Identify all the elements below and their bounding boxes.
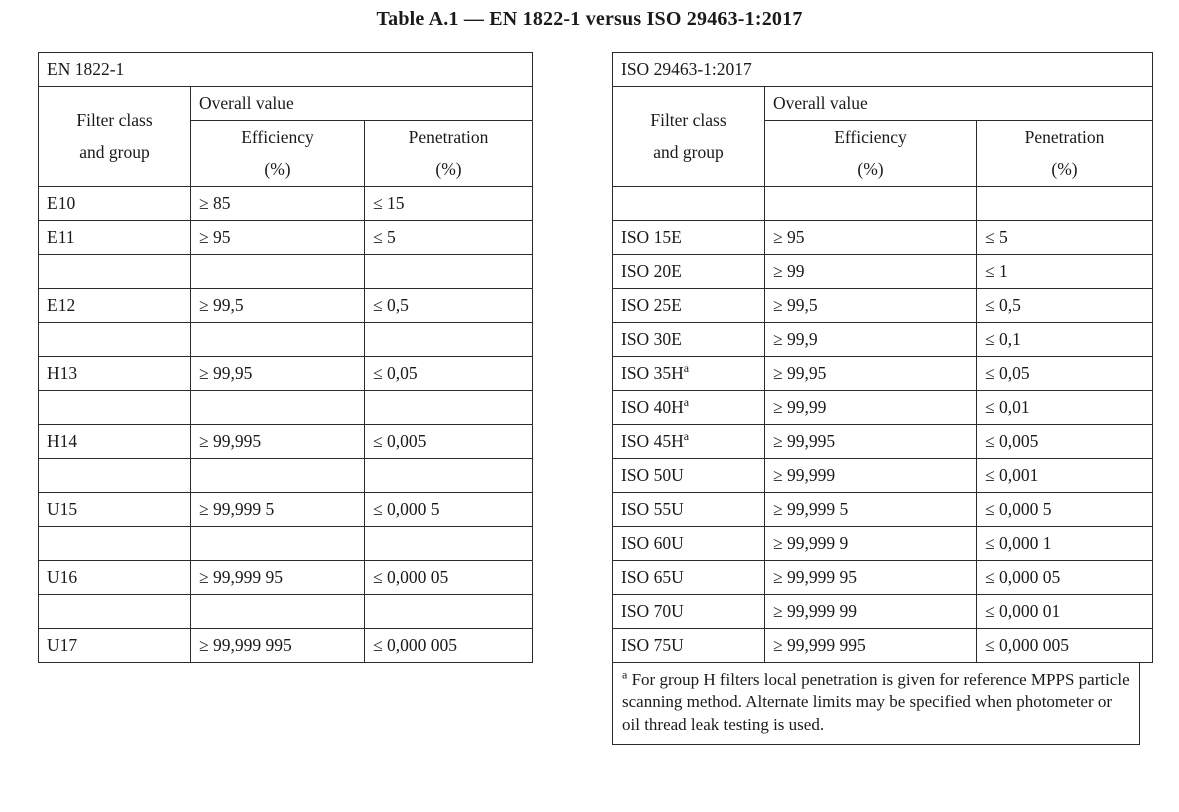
table-header-top <box>613 87 1153 121</box>
table-row <box>39 628 533 662</box>
table-row <box>613 424 1153 458</box>
filter-class-cell: E12 <box>39 288 191 322</box>
table-row <box>39 594 533 628</box>
efficiency-cell <box>191 526 365 560</box>
penetration-cell: ≤ 0,000 005 <box>365 628 533 662</box>
filter-class-cell: ISO 25E <box>613 288 765 322</box>
table-row <box>613 458 1153 492</box>
table-row <box>39 560 533 594</box>
penetration-cell: ≤ 0,05 <box>365 356 533 390</box>
table-row <box>613 288 1153 322</box>
efficiency-cell: ≥ 99,999 995 <box>191 628 365 662</box>
penetration-cell <box>365 458 533 492</box>
standard-label-cell: ISO 29463-1:2017 <box>613 53 1153 87</box>
filter-class-cell: ISO 40H$^a$ <box>613 390 765 424</box>
iso-table-header <box>613 53 1153 187</box>
penetration-cell: ≤ 0,05 <box>977 356 1153 390</box>
filter-class-cell: ISO 75U <box>613 628 765 662</box>
en-table-rows <box>39 186 533 662</box>
table-row <box>613 560 1153 594</box>
iso-table-rows <box>613 186 1153 662</box>
filter-class-cell: U15 <box>39 492 191 526</box>
tables-container <box>0 52 1179 745</box>
table-row <box>39 458 533 492</box>
efficiency-cell <box>191 322 365 356</box>
penetration-cell: ≤ 0,001 <box>977 458 1153 492</box>
filter-class-header: Filter class and group <box>613 87 765 187</box>
penetration-cell: ≤ 0,5 <box>977 288 1153 322</box>
left-table-holder <box>0 52 540 663</box>
efficiency-cell: ≥ 99,99 <box>765 390 977 424</box>
penetration-cell <box>365 390 533 424</box>
efficiency-cell: ≥ 99 <box>765 254 977 288</box>
filter-class-cell <box>39 594 191 628</box>
filter-class-cell: U17 <box>39 628 191 662</box>
efficiency-cell <box>765 186 977 220</box>
filter-class-cell: ISO 20E <box>613 254 765 288</box>
filter-class-cell <box>39 458 191 492</box>
penetration-cell: ≤ 0,000 5 <box>365 492 533 526</box>
efficiency-cell: ≥ 99,95 <box>765 356 977 390</box>
overall-value-header: Overall value <box>191 87 533 121</box>
efficiency-cell <box>191 254 365 288</box>
penetration-cell: ≤ 0,005 <box>365 424 533 458</box>
table-row <box>613 628 1153 662</box>
en-table-body <box>39 53 533 187</box>
efficiency-cell: ≥ 95 <box>765 220 977 254</box>
efficiency-cell: ≥ 99,5 <box>765 288 977 322</box>
filter-class-cell: ISO 50U <box>613 458 765 492</box>
penetration-cell: ≤ 0,01 <box>977 390 1153 424</box>
table-row <box>613 220 1153 254</box>
filter-class-cell: E10 <box>39 186 191 220</box>
table-row <box>39 322 533 356</box>
penetration-cell <box>365 594 533 628</box>
efficiency-cell: ≥ 99,999 95 <box>765 560 977 594</box>
filter-class-cell <box>39 254 191 288</box>
table-row <box>39 424 533 458</box>
table-header-top <box>39 87 533 121</box>
right-table-holder <box>540 52 1140 745</box>
filter-class-header: Filter class and group <box>39 87 191 187</box>
filter-class-cell: H13 <box>39 356 191 390</box>
penetration-cell: ≤ 0,000 05 <box>365 560 533 594</box>
efficiency-header: Efficiency (%) <box>765 121 977 187</box>
penetration-cell <box>365 254 533 288</box>
table-row <box>39 390 533 424</box>
table-row <box>613 526 1153 560</box>
penetration-cell: ≤ 5 <box>977 220 1153 254</box>
penetration-header: Penetration (%) <box>977 121 1153 187</box>
penetration-cell <box>365 322 533 356</box>
filter-class-cell: ISO 35H$^a$ <box>613 356 765 390</box>
filter-class-cell: ISO 65U <box>613 560 765 594</box>
efficiency-cell: ≥ 99,999 95 <box>191 560 365 594</box>
standard-label-cell: EN 1822-1 <box>39 53 533 87</box>
penetration-cell: ≤ 0,1 <box>977 322 1153 356</box>
page-title: Table A.1 — EN 1822-1 versus ISO 29463-1:2017 <box>376 8 803 30</box>
efficiency-cell <box>191 390 365 424</box>
filter-class-cell: ISO 70U <box>613 594 765 628</box>
filter-class-cell: ISO 30E <box>613 322 765 356</box>
efficiency-cell: ≥ 99,995 <box>765 424 977 458</box>
filter-class-cell <box>613 186 765 220</box>
efficiency-cell: ≥ 99,995 <box>191 424 365 458</box>
filter-class-cell <box>39 526 191 560</box>
table-row <box>613 186 1153 220</box>
footnote-ref: a <box>683 394 690 409</box>
penetration-header: Penetration (%) <box>365 121 533 187</box>
penetration-cell: ≤ 0,000 005 <box>977 628 1153 662</box>
table-row <box>39 492 533 526</box>
efficiency-cell: ≥ 99,999 9 <box>765 526 977 560</box>
penetration-cell: ≤ 0,000 05 <box>977 560 1153 594</box>
penetration-cell: ≤ 0,000 5 <box>977 492 1153 526</box>
table-row <box>39 526 533 560</box>
penetration-cell: ≤ 0,000 01 <box>977 594 1153 628</box>
efficiency-cell: ≥ 99,999 995 <box>765 628 977 662</box>
penetration-cell: ≤ 0,005 <box>977 424 1153 458</box>
efficiency-cell: ≥ 99,999 5 <box>191 492 365 526</box>
penetration-cell <box>977 186 1153 220</box>
penetration-cell <box>365 526 533 560</box>
filter-class-cell: U16 <box>39 560 191 594</box>
table-header-standard <box>39 53 533 87</box>
penetration-cell: ≤ 1 <box>977 254 1153 288</box>
efficiency-cell: ≥ 99,5 <box>191 288 365 322</box>
efficiency-cell <box>191 594 365 628</box>
table-row <box>613 492 1153 526</box>
filter-class-cell: ISO 15E <box>613 220 765 254</box>
penetration-cell: ≤ 0,000 1 <box>977 526 1153 560</box>
efficiency-cell: ≥ 85 <box>191 186 365 220</box>
filter-class-cell: ISO 55U <box>613 492 765 526</box>
filter-class-cell <box>39 390 191 424</box>
footnote-marker: a <box>622 667 628 682</box>
efficiency-cell: ≥ 99,999 5 <box>765 492 977 526</box>
filter-class-cell: E11 <box>39 220 191 254</box>
table-row <box>613 356 1153 390</box>
efficiency-cell: ≥ 95 <box>191 220 365 254</box>
efficiency-cell: ≥ 99,999 99 <box>765 594 977 628</box>
efficiency-cell: ≥ 99,999 <box>765 458 977 492</box>
table-header-standard <box>613 53 1153 87</box>
penetration-cell: ≤ 5 <box>365 220 533 254</box>
filter-class-cell: ISO 60U <box>613 526 765 560</box>
filter-class-cell: ISO 45H$^a$ <box>613 424 765 458</box>
overall-value-header: Overall value <box>765 87 1153 121</box>
table-row <box>613 254 1153 288</box>
table-row <box>613 322 1153 356</box>
table-footnote <box>612 663 1140 745</box>
table-row <box>39 356 533 390</box>
filter-class-cell <box>39 322 191 356</box>
iso-29463-1-table <box>612 52 1153 663</box>
penetration-cell: ≤ 0,5 <box>365 288 533 322</box>
table-row <box>613 594 1153 628</box>
table-row <box>39 288 533 322</box>
table-row <box>39 220 533 254</box>
efficiency-cell: ≥ 99,9 <box>765 322 977 356</box>
footnote-text: For group H filters local penetration is given for reference MPPS particle scanning method. Alternate limits may be specified when photometer or oil thread leak testing is used. <box>622 669 1130 734</box>
efficiency-header: Efficiency (%) <box>191 121 365 187</box>
efficiency-cell: ≥ 99,95 <box>191 356 365 390</box>
efficiency-cell <box>191 458 365 492</box>
filter-class-cell: H14 <box>39 424 191 458</box>
table-row <box>39 254 533 288</box>
table-row <box>39 186 533 220</box>
footnote-ref: a <box>683 428 690 443</box>
table-row <box>613 390 1153 424</box>
en-1822-1-table <box>38 52 533 663</box>
footnote-ref: a <box>683 360 690 375</box>
penetration-cell: ≤ 15 <box>365 186 533 220</box>
